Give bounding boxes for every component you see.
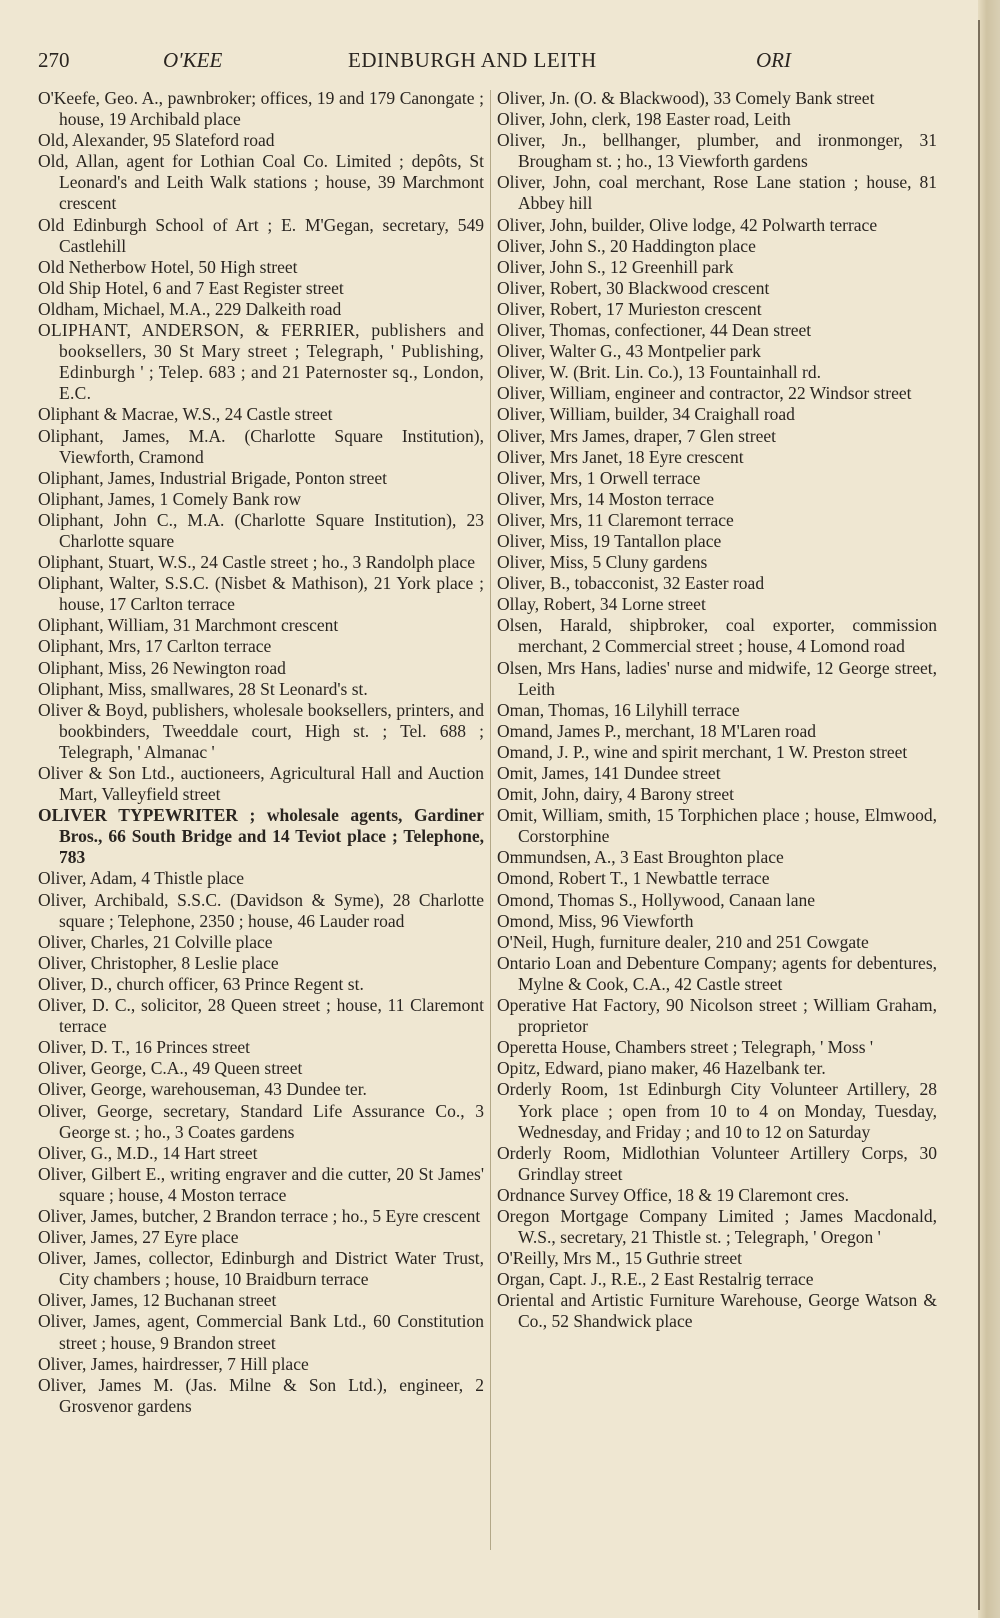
directory-entry: Olsen, Harald, shipbroker, coal exporter, commission merchant, 2 Commercial street ; house, 4 Lomond road [497,615,937,657]
directory-entry: Omand, J. P., wine and spirit merchant, 1 W. Preston street [497,741,908,762]
directory-entry: Oliver, James M. (Jas. Milne & Son Ltd.), engineer, 2 Grosvenor gardens [38,1374,484,1416]
directory-entry: Ommundsen, A., 3 East Broughton place [497,847,784,868]
directory-entry: Oliver, John, builder, Olive lodge, 42 Polwarth terrace [497,214,878,235]
directory-entry: Oliver, Jn. (O. & Blackwood), 33 Comely Bank street [497,88,875,108]
directory-entry: Operetta House, Chambers street ; Telegraph, ' Moss ' [497,1037,874,1058]
directory-entry: Oliver, John, clerk, 198 Easter road, Leith [497,109,791,130]
directory-entry: Oliver & Son Ltd., auctioneers, Agricultural Hall and Auction Mart, Valleyfield street [38,763,484,805]
directory-entry: Oliver, James, collector, Edinburgh and District Water Trust, City chambers ; house, 10 Braidburn terrace [38,1248,484,1290]
directory-entry: Oliver, John S., 20 Haddington place [497,235,756,256]
directory-entry: Oriental and Artistic Furniture Warehouse, George Watson & Co., 52 Shandwick place [497,1290,937,1332]
directory-entry: Omond, Miss, 96 Viewforth [497,910,694,931]
directory-entry: Oliver, George, C.A., 49 Queen street [38,1058,303,1079]
column-divider [490,90,491,1550]
directory-entry: Oregon Mortgage Company Limited ; James Macdonald, W.S., secretary, 21 Thistle st. ; Telegraph, ' Oregon ' [497,1205,937,1248]
directory-entry: Omit, William, smith, 15 Torphichen place ; house, Elmwood, Corstorphine [497,805,937,847]
directory-entry: O'Neil, Hugh, furniture dealer, 210 and 251 Cowgate [497,931,869,952]
directory-entry: Oliver, James, hairdresser, 7 Hill place [38,1353,309,1374]
page-edge [978,0,1000,1618]
directory-entry: Omit, James, 141 Dundee street [497,763,721,783]
directory-entry: Old, Alexander, 95 Slateford road [38,130,275,151]
directory-entry: Oliver, Gilbert E., writing engraver and die cutter, 20 St James' square ; house, 4 Moston terrace [38,1163,484,1205]
directory-entry: Oliphant, Miss, smallwares, 28 St Leonard's st. [38,678,368,699]
directory-entry: Oliphant, Miss, 26 Newington road [38,657,286,678]
directory-entry: O'Reilly, Mrs M., 15 Guthrie street [497,1248,743,1269]
directory-entry: Oliver, Mrs Janet, 18 Eyre crescent [497,446,744,467]
running-header [38,48,963,78]
directory-entry: Oliver, Robert, 30 Blackwood crescent [497,277,770,298]
directory-entry: Omond, Robert T., 1 Newbattle terrace [497,868,770,889]
right-column [497,88,937,1333]
directory-entry: Oliver, Miss, 5 Cluny gardens [497,552,708,573]
directory-entry: Oliver, James, 12 Buchanan street [38,1290,277,1311]
directory-entry: Oliver, Thomas, confectioner, 44 Dean street [497,320,812,341]
directory-entry: Oliver, John, coal merchant, Rose Lane station ; house, 81 Abbey hill [497,172,937,214]
directory-entry: Old Edinburgh School of Art ; E. M'Gegan, secretary, 549 Castlehill [38,214,484,256]
directory-entry: Oliphant, John C., M.A. (Charlotte Square Institution), 23 Charlotte square [38,509,484,551]
directory-entry: Oliver, Mrs, 11 Claremont terrace [497,509,734,530]
directory-entry: Omond, Thomas S., Hollywood, Canaan lane [497,889,816,910]
directory-entry: Oliphant, Mrs, 17 Carlton terrace [38,636,272,657]
left-guide-word: O'KEE [163,48,223,72]
directory-entry: Oliver, Adam, 4 Thistle place [38,868,245,889]
directory-entry: Opitz, Edward, piano maker, 46 Hazelbank ter. [497,1058,826,1079]
directory-entry: Omit, John, dairy, 4 Barony street [497,784,735,805]
directory-entry: Oliver, William, builder, 34 Craighall road [497,404,795,425]
directory-entry: Oldham, Michael, M.A., 229 Dalkeith road [38,298,342,319]
directory-entry: Ollay, Robert, 34 Lorne street [497,594,706,615]
binding-line [978,20,980,1610]
directory-entry: Oliver, Mrs, 1 Orwell terrace [497,467,701,488]
directory-entry: Old Netherbow Hotel, 50 High street [38,256,298,277]
directory-entry: Oliphant, Stuart, W.S., 24 Castle street ; ho., 3 Randolph place [38,552,475,573]
directory-entry: Oliver, Mrs James, draper, 7 Glen street [497,425,777,446]
directory-entry: Oliver, James, butcher, 2 Brandon terrace ; ho., 5 Eyre crescent [38,1205,481,1226]
directory-entry: Olsen, Mrs Hans, ladies' nurse and midwife, 12 George street, Leith [497,657,937,699]
directory-entry: Operative Hat Factory, 90 Nicolson street ; William Graham, proprietor [497,995,937,1037]
directory-entry: O'Keefe, Geo. A., pawnbroker; offices, 19 and 179 Canongate ; house, 19 Archibald place [38,88,484,130]
directory-entry: Oliver, D., church officer, 63 Prince Regent st. [38,973,364,994]
directory-entry: Oliver, Charles, 21 Colville place [38,931,273,952]
directory-entry: Oliver, Miss, 19 Tantallon place [497,530,722,551]
directory-entry: Oliphant, William, 31 Marchmont crescent [38,615,339,636]
directory-entry: Oliphant, James, M.A. (Charlotte Square Institution), Viewforth, Cramond [38,425,484,467]
directory-entry: Oliver, James, agent, Commercial Bank Ltd., 60 Constitution street ; house, 9 Brandon street [38,1311,484,1353]
directory-entry: Oliver, Robert, 17 Murieston crescent [497,298,762,319]
page-title: EDINBURGH AND LEITH [348,48,597,72]
directory-entry: Orderly Room, Midlothian Volunteer Artillery Corps, 30 Grindlay street [497,1142,937,1184]
directory-entry: Oliver, William, engineer and contractor, 22 Windsor street [497,383,912,404]
directory-entry: Orderly Room, 1st Edinburgh City Volunteer Artillery, 28 York place ; open from 10 to 4 on Monday, Tuesday, Wednesday, and Friday ; and 10 to 12 on Saturday [497,1079,937,1142]
directory-entry: Oliver, John S., 12 Greenhill park [497,256,734,277]
directory-entry: Oliver, Walter G., 43 Montpelier park [497,341,761,362]
directory-entry: Oliver, Archibald, S.S.C. (Davidson & Syme), 28 Charlotte square ; Telephone, 2350 ; house, 46 Lauder road [38,889,484,931]
directory-entry: Oliphant & Macrae, W.S., 24 Castle street [38,404,333,425]
directory-entry: Omand, James P., merchant, 18 M'Laren road [497,720,817,741]
directory-entry: OLIVER TYPEWRITER ; wholesale agents, Gardiner Bros., 66 South Bridge and 14 Teviot place ; Telephone, 783 [38,805,484,868]
directory-entry: Oliver, George, warehouseman, 43 Dundee ter. [38,1079,367,1100]
directory-entry: Ordnance Survey Office, 18 & 19 Claremont cres. [497,1184,849,1205]
directory-entry: Oliver, D. T., 16 Princes street [38,1037,251,1058]
directory-entry: Old Ship Hotel, 6 and 7 East Register street [38,277,344,298]
directory-entry: Oliver, B., tobacconist, 32 Easter road [497,573,765,594]
directory-entry: Oliver, Christopher, 8 Leslie place [38,952,279,973]
directory-entry: OLIPHANT, ANDERSON, & FERRIER, publishers and booksellers, 30 St Mary street ; Telegraph, ' Publishing, Edinburgh ' ; Telep. 683 ; and 21 Paternoster sq., London, E.C. [38,320,484,404]
directory-entry: Oliphant, James, 1 Comely Bank row [38,488,301,509]
directory-entry: Old, Allan, agent for Lothian Coal Co. Limited ; depôts, St Leonard's and Leith Walk stations ; house, 39 Marchmont crescent [38,151,484,214]
directory-entry: Oman, Thomas, 16 Lilyhill terrace [497,699,740,720]
directory-entry: Oliver, George, secretary, Standard Life Assurance Co., 3 George st. ; ho., 3 Coates gardens [38,1100,484,1142]
directory-entry: Organ, Capt. J., R.E., 2 East Restalrig terrace [497,1269,814,1290]
right-guide-word: ORI [756,48,791,72]
directory-entry: Oliver, Jn., bellhanger, plumber, and ironmonger, 31 Brougham st. ; ho., 13 Viewforth gardens [497,130,937,172]
left-column [38,88,484,1417]
directory-entry: Oliver, James, 27 Eyre place [38,1227,239,1248]
directory-entry: Oliver, D. C., solicitor, 28 Queen street ; house, 11 Claremont terrace [38,995,484,1037]
directory-entry: Oliver, G., M.D., 14 Hart street [38,1142,258,1163]
page-number: 270 [38,48,70,72]
directory-entry: Ontario Loan and Debenture Company; agents for debentures, Mylne & Cook, C.A., 42 Castle street [497,952,937,994]
directory-entry: Oliphant, James, Industrial Brigade, Ponton street [38,467,387,488]
directory-entry: Oliver, Mrs, 14 Moston terrace [497,488,715,509]
directory-entry: Oliver & Boyd, publishers, wholesale booksellers, printers, and bookbinders, Tweeddale court, High st. ; Tel. 688 ; Telegraph, ' Almanac ' [38,699,484,762]
directory-entry: Oliver, W. (Brit. Lin. Co.), 13 Fountainhall rd. [497,362,821,383]
directory-entry: Oliphant, Walter, S.S.C. (Nisbet & Mathison), 21 York place ; house, 17 Carlton terrace [38,573,484,615]
